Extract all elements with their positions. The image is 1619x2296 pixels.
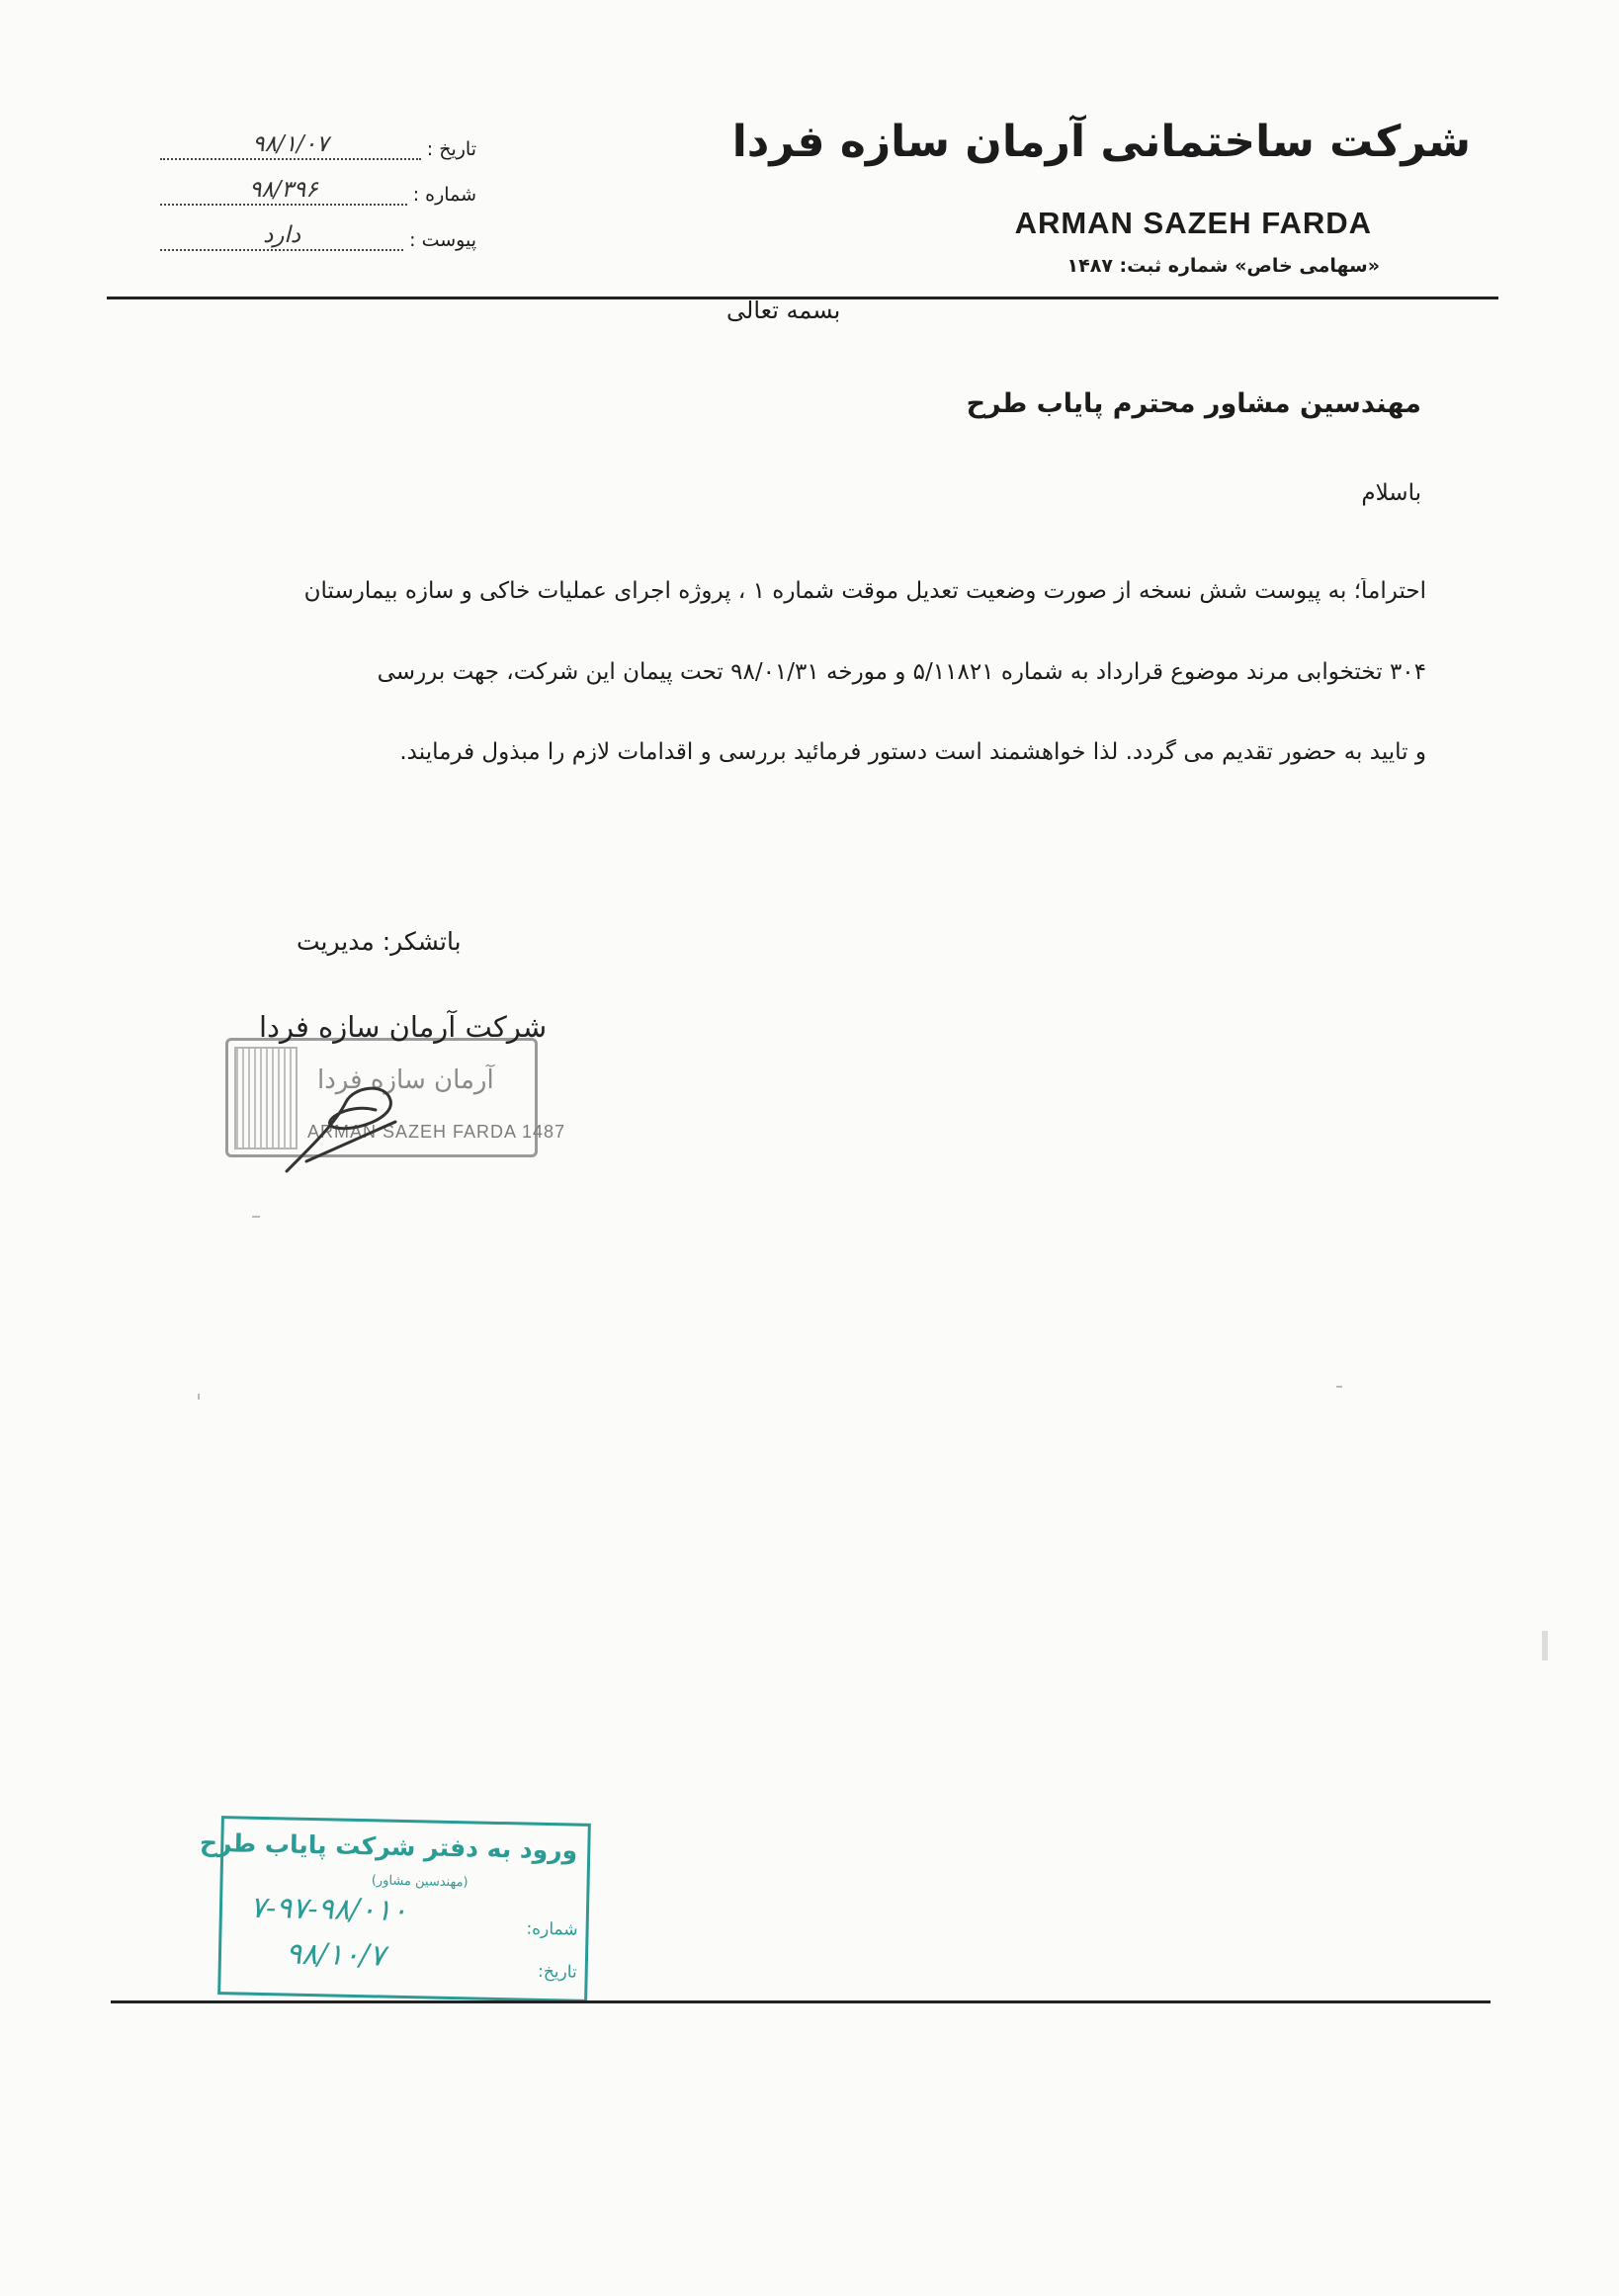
receipt-stamp (199, 1816, 591, 2002)
body-line-3: و تایید به حضور تقدیم می گردد. لذا خواهشمند است دستور فرمائید بررسی و اقدامات لازم را مبذول فرمایند. (399, 739, 1426, 765)
receipt-number-label: شماره: (526, 1918, 578, 1940)
scan-speck (252, 1216, 260, 1218)
bismillah: بسمه تعالی (726, 297, 841, 324)
scan-speck (1336, 1386, 1342, 1388)
signoff: باتشکر: مدیریت (297, 927, 462, 956)
attachment-field (160, 217, 476, 251)
signature-company: شرکت آرمان سازه فردا (259, 1010, 548, 1044)
number-field (160, 172, 476, 206)
seal-text-en: ARMAN SAZEH FARDA 1487 (307, 1122, 566, 1142)
receipt-title: ورود به دفتر شرکت پایاب طرح (199, 1828, 578, 1865)
attachment-value: دارد (160, 222, 403, 251)
handwritten-signature-icon (277, 1063, 415, 1181)
date-field (160, 127, 476, 160)
salutation: مهندسین مشاور محترم پایاب طرح (966, 388, 1421, 419)
receipt-date-label: تاریخ: (537, 1961, 577, 1983)
company-name-en: ARMAN SAZEH FARDA (1014, 206, 1372, 240)
seal-text-fa: آرمان سازه فردا (317, 1065, 494, 1095)
body-line-2: ۳۰۴ تختخوابی مرند موضوع قرارداد به شماره ۵/۱۱۸۲۱ و مورخه ۹۸/۰۱/۳۱ تحت پیمان این شرکت، جهت بررسی (377, 659, 1426, 685)
number-value: ۹۸/۳۹۶ (160, 177, 407, 206)
receipt-subtitle: (مهندسین مشاور) (371, 1873, 469, 1891)
date-label: تاریخ : (426, 138, 476, 160)
number-label: شماره : (412, 184, 476, 206)
scan-speck (198, 1394, 200, 1400)
receipt-date-value: ۹۸/۱۰/۷ (285, 1936, 386, 1974)
company-name-fa: شرکت ساختمانی آرمان سازه فردا (731, 117, 1471, 167)
attachment-label: پیوست : (409, 229, 476, 251)
company-registration: «سهامی خاص» شماره ثبت: ۱۴۸۷ (1066, 255, 1380, 277)
footer-divider (111, 2000, 1491, 2003)
greeting: باسلام (1361, 480, 1421, 506)
body-line-1: احتراماً؛ به پیوست شش نسخه از صورت وضعیت تعدیل موقت شماره ۱ ، پروژه اجرای عملیات خاکی و سازه بیمارستان (303, 578, 1426, 604)
scan-speck (1542, 1631, 1548, 1660)
date-value: ۹۸/۱/۰۷ (160, 131, 421, 160)
receipt-number-value: ۷-۹۷-۹۸/۰۱۰ (249, 1890, 408, 1929)
